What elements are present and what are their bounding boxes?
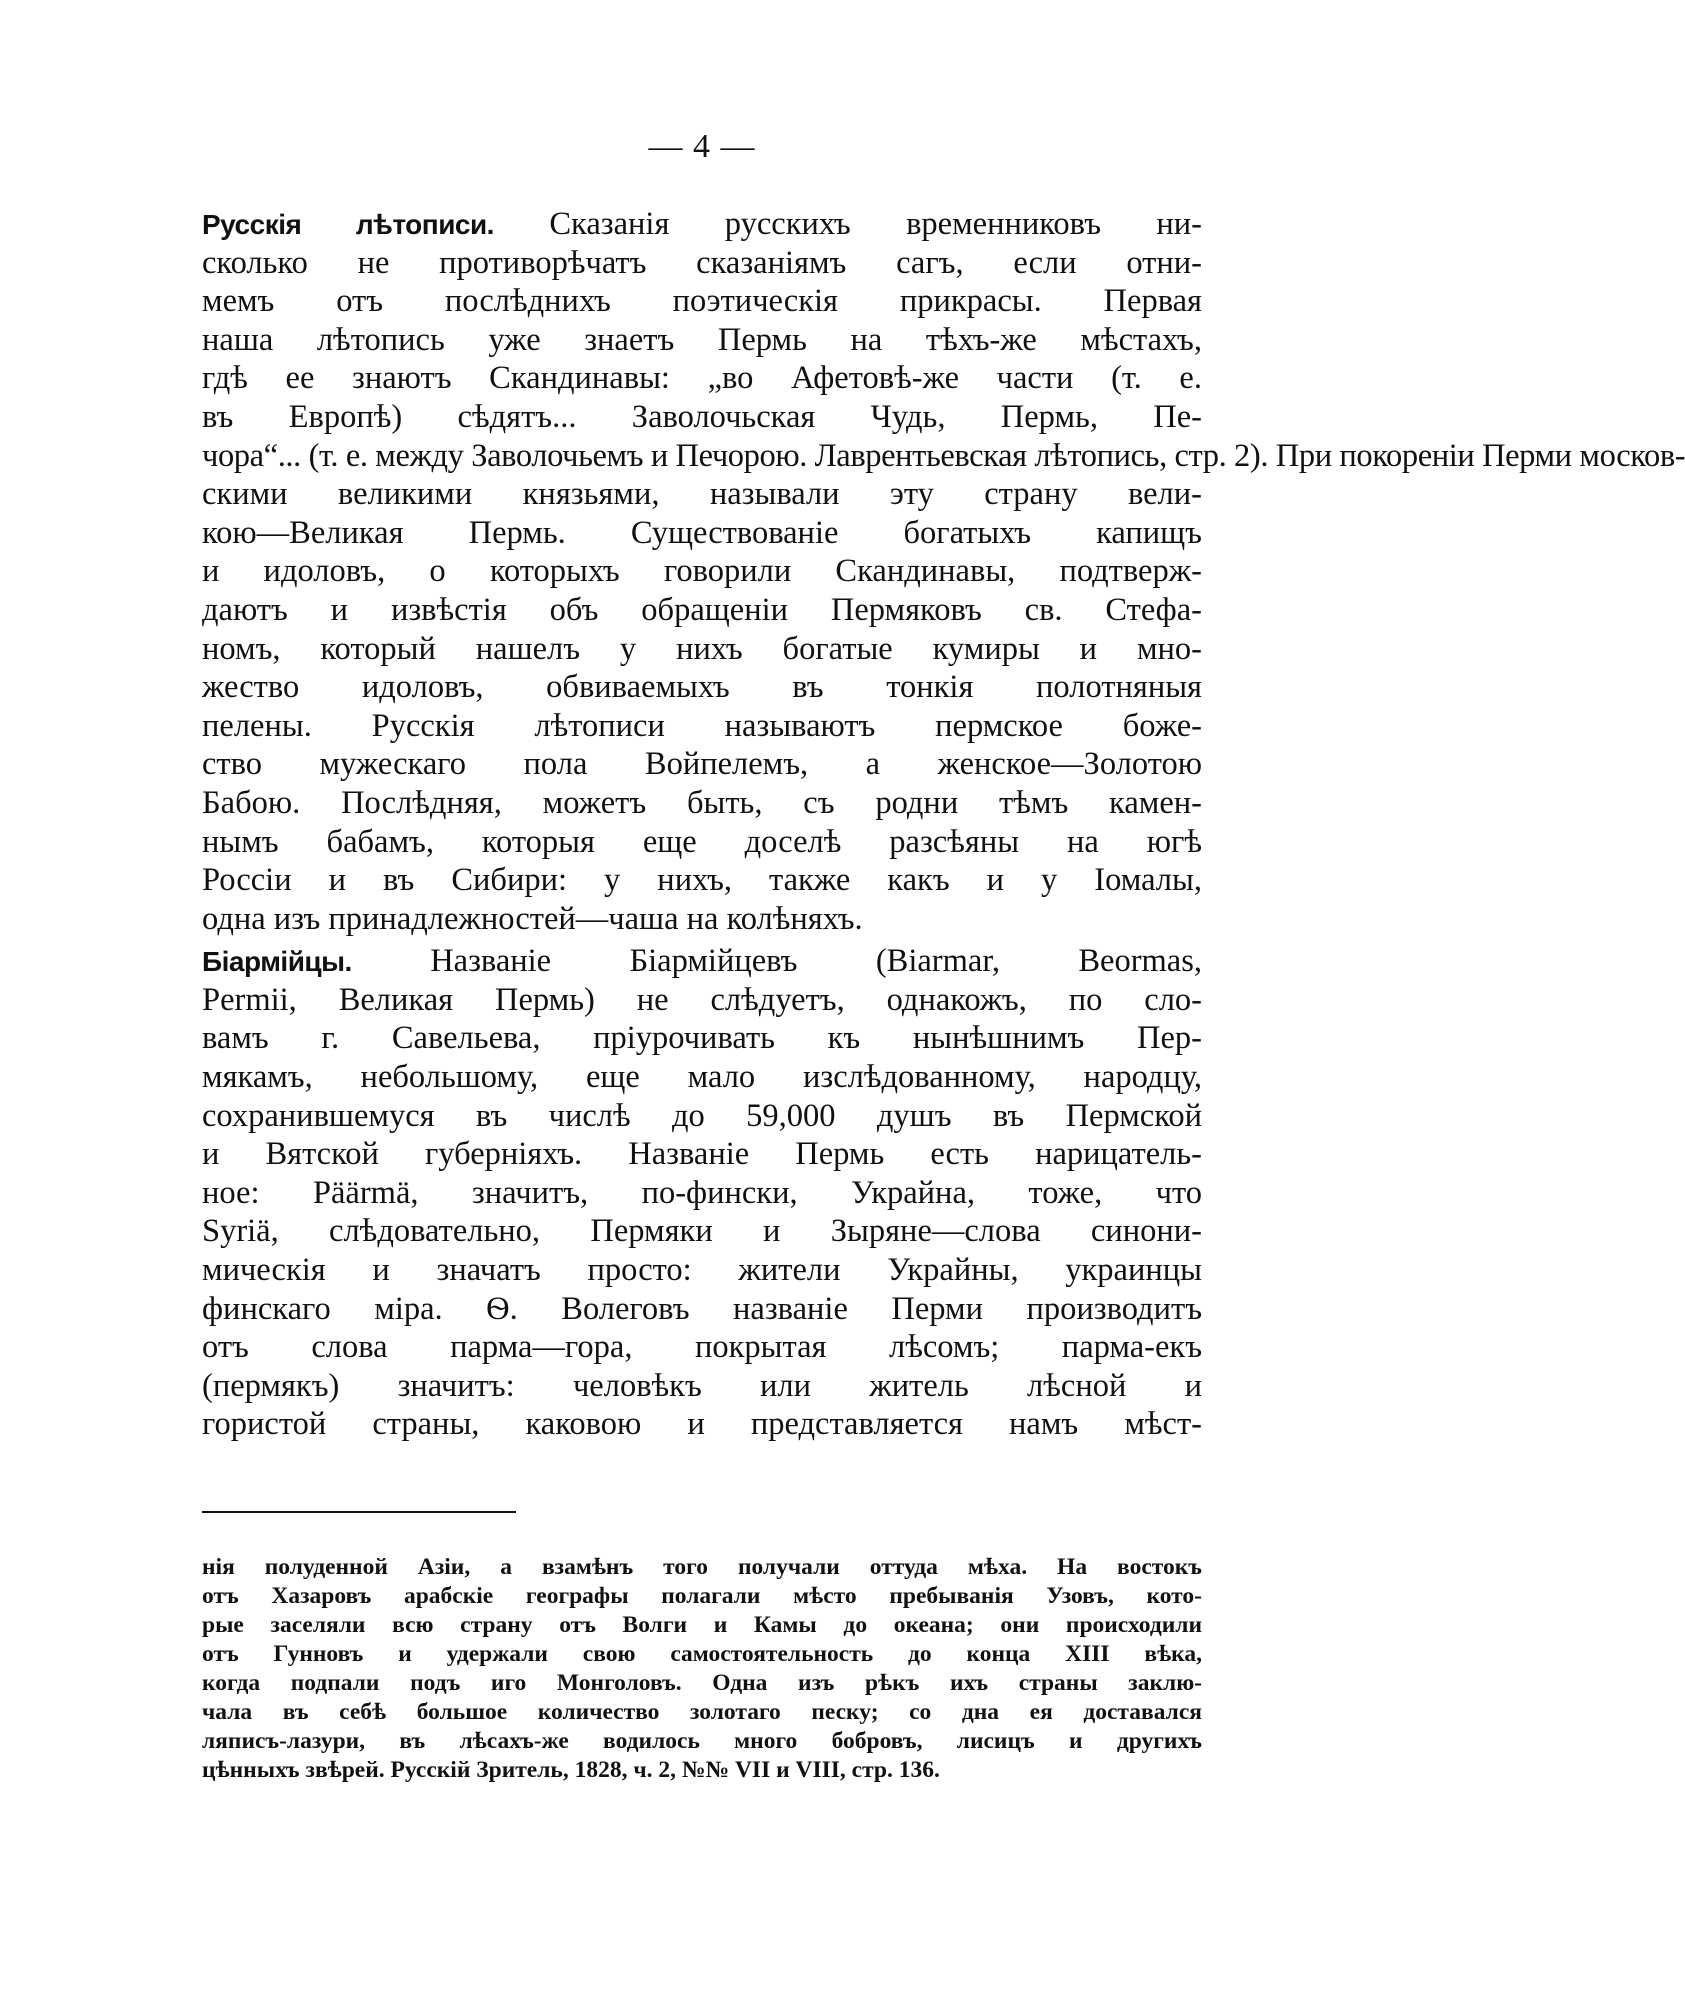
section1-line: одна изъ принадлежностей—чаша на колѣняхъ. [202, 900, 863, 937]
section1-line: Россіи и въ Сибири: у нихъ, также какъ и у Іомалы, [202, 862, 1202, 899]
section2-line: и Вятской губерніяхъ. Названіе Пермь есть нарицатель- [202, 1136, 1202, 1173]
section1-heading: Русскія лѣтописи. [202, 209, 494, 240]
footnote-divider [202, 1511, 516, 1513]
section1-line: ство мужескаго пола Войпелемъ, а женское—Золотою [202, 746, 1202, 783]
section2-line: Permii, Великая Пермь) не слѣдуетъ, однакожъ, по сло- [202, 981, 1202, 1018]
section1-line: наша лѣтопись уже знаетъ Пермь на тѣхъ-же мѣстахъ, [202, 321, 1202, 358]
footnote-line: цѣнныхъ звѣрей. Русскій Зритель, 1828, ч. 2, №№ VII и VIII, стр. 136. [202, 1757, 940, 1783]
footnote-line: когда подпали подъ иго Монголовъ. Одна изъ рѣкъ ихъ страны заклю- [202, 1670, 1202, 1696]
footnote-line: отъ Хазаровъ арабскіе географы полагали мѣсто пребыванія Узовъ, кото- [202, 1583, 1202, 1609]
section1-line: номъ, который нашелъ у нихъ богатые кумиры и мно- [202, 630, 1202, 667]
footnote-line: рые заселяли всю страну отъ Волги и Камы до океана; они происходили [202, 1612, 1202, 1638]
footnote-line: отъ Гунновъ и удержали свою самостоятельность до конца XIII вѣка, [202, 1641, 1202, 1667]
section1-line: скими великими князьями, называли эту страну вели- [202, 476, 1202, 513]
section2-line: гористой страны, каковою и представляется намъ мѣст- [202, 1406, 1202, 1443]
section2-line: сохранившемуся въ числѣ до 59,000 душъ въ Пермской [202, 1097, 1202, 1134]
section2-line: Syriä, слѣдовательно, Пермяки и Зыряне—слова синони- [202, 1213, 1202, 1250]
section2-line-1 [202, 942, 1202, 981]
section2-line-text: Названіе Біармійцевъ (Biarmar, Beormas, [430, 943, 1202, 980]
section2-line: мическія и значатъ просто: жители Украйны, украинцы [202, 1252, 1202, 1289]
main-text [202, 205, 1685, 1444]
footnote-line: нія полуденной Азіи, а взамѣнъ того получали оттуда мѣха. На востокъ [202, 1554, 1202, 1580]
footnote-line: ляписъ-лазури, въ лѣсахъ-же водилось много бобровъ, лисицъ и другихъ [202, 1728, 1202, 1754]
section1-line: нымъ бабамъ, которыя еще доселѣ разсѣяны на югѣ [202, 823, 1202, 860]
section1-line: въ Европѣ) сѣдятъ... Заволочьская Чудь, Пермь, Пе- [202, 398, 1202, 435]
section1-line: кою—Великая Пермь. Существованіе богатыхъ капищъ [202, 514, 1202, 551]
section2-line: отъ слова парма—гора, покрытая лѣсомъ; парма-екъ [202, 1329, 1202, 1366]
section2-line: ное: Päärmä, значитъ, по-фински, Украйна, тоже, что [202, 1174, 1202, 1211]
section2-line: (пермякъ) значитъ: человѣкъ или житель лѣсной и [202, 1367, 1202, 1404]
section2-line: финскаго міра. Ѳ. Волеговъ названіе Перми производитъ [202, 1290, 1202, 1327]
section1-line: чора“... (т. е. между Заволочьемъ и Печорою. Лаврентьевская лѣтопись, стр. 2). При покореніи Перми москов- [202, 437, 1685, 474]
section1-line: сколько не противорѣчатъ сказаніямъ сагъ, если отни- [202, 244, 1202, 281]
section1-line: пелены. Русскія лѣтописи называютъ пермское боже- [202, 707, 1202, 744]
section1-line-text: Сказанія русскихъ временниковъ ни- [549, 206, 1203, 242]
section1-line: жество идоловъ, обвиваемыхъ въ тонкія полотняныя [202, 669, 1202, 706]
section2-heading: Біармійцы. [202, 946, 352, 978]
section1-line: мемъ отъ послѣднихъ поэтическія прикрасы. Первая [202, 283, 1202, 320]
section1-line: Бабою. Послѣдняя, можетъ быть, съ родни тѣмъ камен- [202, 784, 1202, 821]
footnote-line: чала въ себѣ большое количество золотаго песку; со дна ея доставался [202, 1699, 1202, 1725]
footnote [202, 1553, 1202, 1785]
page-number: — 4 — [648, 128, 756, 165]
section2-line: мякамъ, небольшому, еще мало изслѣдованному, народцу, [202, 1059, 1202, 1096]
section2-line: вамъ г. Савельева, пріурочивать къ нынѣшнимъ Пер- [202, 1020, 1202, 1057]
section1-line: и идоловъ, о которыхъ говорили Скандинавы, подтверж- [202, 553, 1202, 590]
section1-line: даютъ и извѣстія объ обращеніи Пермяковъ св. Стефа- [202, 591, 1202, 628]
section1-line-1 [202, 205, 1202, 244]
section1-line: гдѣ ее знаютъ Скандинавы: „во Афетовѣ-же части (т. е. [202, 360, 1202, 397]
